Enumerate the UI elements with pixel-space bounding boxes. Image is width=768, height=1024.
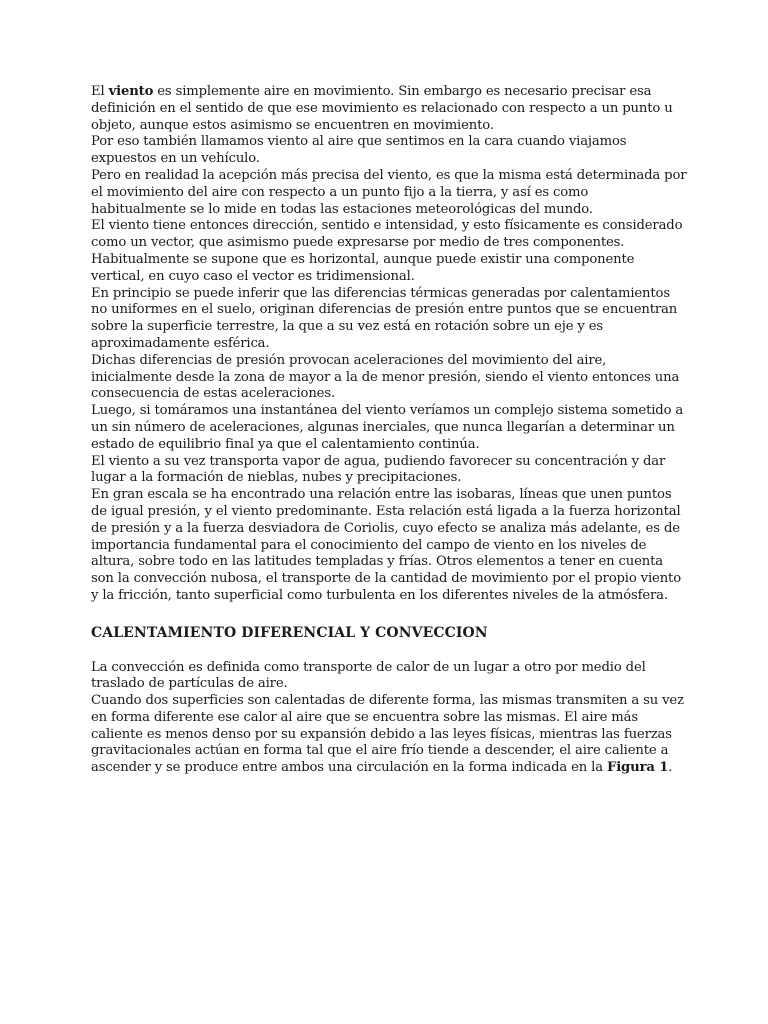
paragraph-vector: El viento tiene entonces dirección, sentido e intensidad, y esto físicamente es considerado como un vector, que asimismo puede expresarse por medio de tres componentes. Habitualmente se supone que es horizontal, aunque puede existir una componente vertical, en cuyo caso el vector es tridimensional. <box>91 218 683 284</box>
paragraph-thermal-differences: En principio se puede inferir que las diferencias térmicas generadas por calentamientos no uniformes en el suelo, originan diferencias de presión entre puntos que se encuentran sobre la superficie terrestre, la que a su vez está en rotación sobre un eje y es aproximadamente esférica. <box>91 285 678 351</box>
paragraph-precise-definition: Pero en realidad la acepción más precisa del viento, es que la misma está determinada por el movimiento del aire con respecto a un punto fijo a la tierra, y así es como habitualmente se lo mide en todas las estaciones meteorológicas del mundo. <box>91 167 687 217</box>
paragraph-water-vapor: El viento a su vez transporta vapor de agua, pudiendo favorecer su concentración y dar lugar a la formación de nieblas, nubes y precipitaciones. <box>91 453 666 486</box>
paragraph-convection-definition: La convección es definida como transporte de calor de un lugar a otro por medio del traslado de partículas de aire. <box>91 659 646 692</box>
term-viento: viento <box>108 84 154 99</box>
paragraph-pressure-differences: Dichas diferencias de presión provocan aceleraciones del movimiento del aire, inicialmente desde la zona de mayor a la de menor presión, siendo el viento entonces una consecuencia de estas aceleraciones. <box>91 352 680 402</box>
paragraph-differential-heating: Cuando dos superficies son calentadas de diferente forma, las mismas transmiten a su vez en forma diferente ese calor al aire que se encuentra sobre las mismas. El aire más caliente es menos denso por su expansión debido a las leyes físicas, mientras las fuerzas gravitacionales actúan en forma tal que el aire frío tiende a descender, el aire caliente a ascender y se produce entre ambos una circulación en la forma indicada en la Figura 1. <box>91 693 684 776</box>
paragraph-wind-definition: El viento es simplemente aire en movimiento. Sin embargo es necesario precisar esa definición en el sentido de que ese movimiento es relacionado con respecto a un punto u objeto, aunque estos asimismo se encuentren en movimiento. <box>91 84 673 133</box>
document-page <box>91 84 687 777</box>
paragraph-snapshot: Luego, si tomáramos una instantánea del viento veríamos un complejo sistema sometido a un sin número de aceleraciones, algunas inerciales, que nunca llegarían a determinar un estado de equilibrio final ya que el calentamiento continúa. <box>91 403 684 452</box>
paragraph-isobars: En gran escala se ha encontrado una relación entre las isobaras, líneas que unen puntos de igual presión, y el viento predominante. Esta relación está ligada a la fuerza horizontal de presión y a la fuerza desviadora de Coriolis, cuyo efecto se analiza más adelante, es de importancia fundamental para el conocimiento del campo de viento en los niveles de altura, sobre todo en las latitudes templadas y frías. Otros elementos a tener en cuenta son la convección nubosa, el transporte de la cantidad de movimiento por el propio viento y la fricción, tanto superficial como turbulenta en los diferentes niveles de la atmósfera. <box>91 487 681 603</box>
figure-reference: Figura 1 <box>606 760 669 776</box>
paragraph-vehicle: Por eso también llamamos viento al aire que sentimos en la cara cuando viajamos expuestos en un vehículo. <box>91 134 627 167</box>
section-heading: CALENTAMIENTO DIFERENCIAL Y CONVECCION <box>91 624 488 641</box>
